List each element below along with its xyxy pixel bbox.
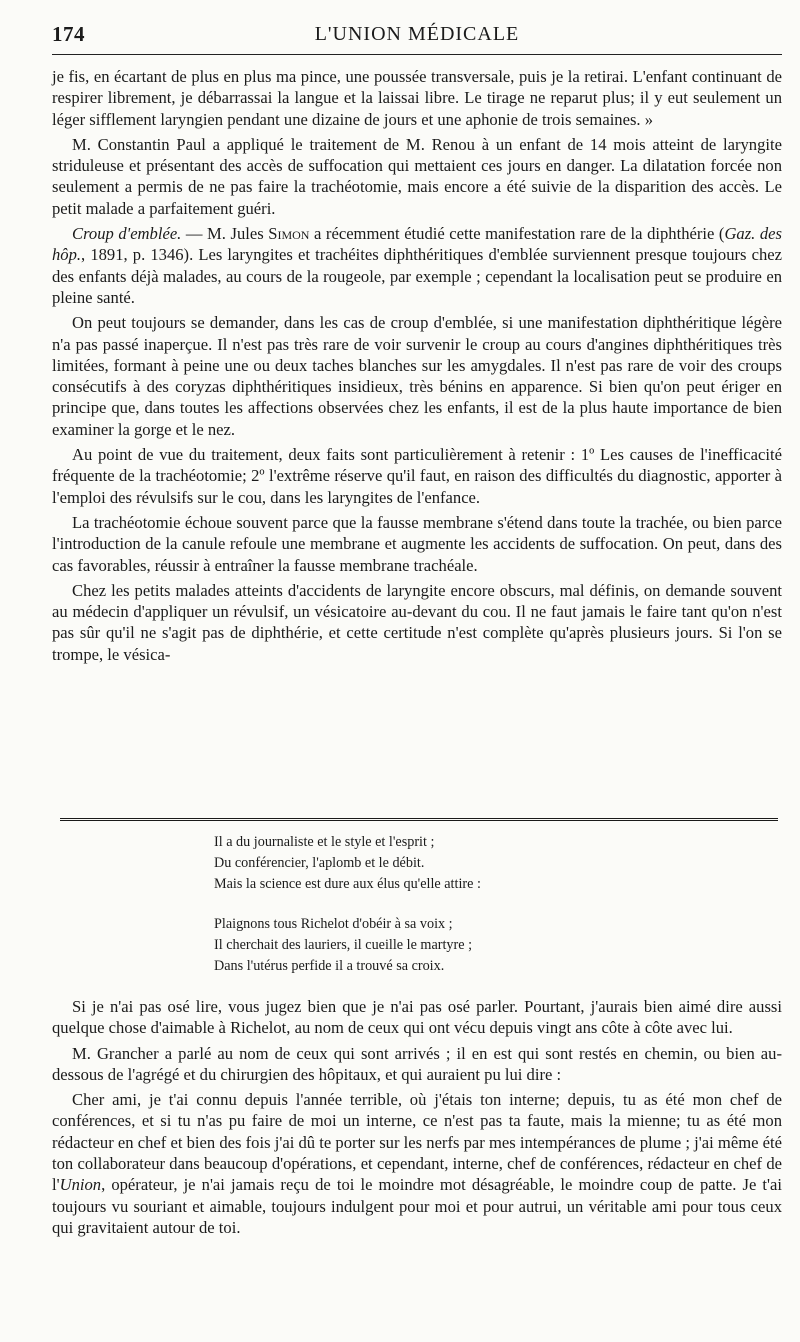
heading-dash: — M. Jules xyxy=(181,224,269,244)
poem-line: Dans l'utérus perfide il a trouvé sa croix. xyxy=(214,957,445,974)
text-fragment: Cher ami, je t'ai connu depuis l'année terrible, où j'étais ton interne; depuis, tu as été mon chef de conférences, et si tu n'as pu faire de moi un interne, ce n'est pas ta faute, mais la mienne; tu as été mon rédacteur en chef et bien des fois j'ai dû te porter sur les nerfs par mes intempérances de plume ; j'ai même été ton collaborateur dans beaucoup d'opérations, et cependant, interne, chef de conférences, rédacteur en chef de l' xyxy=(52,1090,782,1195)
feuilleton-body xyxy=(52,996,782,1242)
poem-line: Du conférencier, l'aplomb et le débit. xyxy=(214,854,425,871)
poem xyxy=(214,832,694,977)
paragraph-tracheotomy: La trachéotomie échoue souvent parce que la fausse membrane s'étend dans toute la trachée, ou bien parce l'introduction de la canule refoule une membrane et augmente les accidents de suffocation. On peut, dans des cas favorables, réussir à entraîner la fausse membrane trachéale. xyxy=(52,512,782,575)
feuilleton-rule xyxy=(60,818,778,823)
poem-line: Plaignons tous Richelot d'obéir à sa voix ; xyxy=(214,916,453,933)
paragraph-cher-ami xyxy=(52,1089,782,1238)
paragraph-treatment: Au point de vue du traitement, deux faits sont particulièrement à retenir : 1º Les causes de l'inefficacité fréquente de la trachéotomie; 2º l'extrême réserve qu'il faut, en raison des difficultés du diagnostic, apporter à l'emploi des révulsifs sur le cou, dans les laryngites de l'enfance. xyxy=(52,445,782,507)
poem-line: Il cherchait des lauriers, il cueille le martyre ; xyxy=(214,937,473,954)
author-name: Simon xyxy=(268,224,310,244)
paragraph-croup-emblee xyxy=(52,223,782,308)
text-fragment: , opérateur, je n'ai jamais reçu de toi le moindre mot désagréable, le moindre coup de patte. Je t'ai toujours vu souriant et aimable, toujours indulgent pour moi et pour autrui, un véritable ami pour tous ceux qui gravitaient autour de toi. xyxy=(52,1175,782,1237)
header-rule xyxy=(52,54,782,55)
poem-line: Il a du journaliste et le style et l'esprit ; xyxy=(214,834,435,850)
page-header xyxy=(52,22,782,52)
article-body xyxy=(52,66,782,669)
text-fragment: a récemment étudié cette manifestation rare de la diphthérie ( xyxy=(309,224,725,244)
stanza-gap xyxy=(214,894,694,914)
paragraph-constantin-paul: M. Constantin Paul a appliqué le traitement de M. Renou à un enfant de 14 mois atteint de laryngite striduleuse et présentant des accès de suffocation qui mettaient ces jours en danger. La dilatation forcée non seulement a permis de ne pas faire la trachéotomie, mais encore a été suivie de la disparition des accès. Le petit malade a parfaitement guéri. xyxy=(52,134,782,218)
paragraph-diagnosis: On peut toujours se demander, dans les cas de croup d'emblée, si une manifestation diphthéritique légère n'a pas passé inaperçue. Il n'est pas très rare de voir survenir le croup au cours d'angines diphthéritiques très limitées, formant à peine une ou deux taches blanches sur les amygdales. Il n'est pas rare de voir des croups consécutifs à des coryzas diphthéritiques insidieux, très bénins en apparence. Si bien qu'on peut ériger en principe que, dans toutes les affections observées chez les enfants, il est de la plus haute importance de bien examiner la gorge et le nez. xyxy=(52,313,782,439)
running-title: L'UNION MÉDICALE xyxy=(314,23,520,45)
journal-name: Union xyxy=(59,1175,102,1195)
paragraph-si-je: Si je n'ai pas osé lire, vous jugez bien que je n'ai pas osé parler. Pourtant, j'aurais bien aimé dire aussi quelque chose d'aimable à Richelot, au nom de ceux qui ont vécu depuis vingt ans côte à côte avec lui. xyxy=(52,997,782,1038)
journal-reference: Gaz. des hôp. xyxy=(52,224,782,265)
paragraph-grancher: M. Grancher a parlé au nom de ceux qui sont arrivés ; il en est qui sont restés en chemin, ou bien au-dessous de l'agrégé et du chirurgien des hôpitaux, et qui auraient pu lui dire : xyxy=(52,1043,782,1084)
page-number: 174 xyxy=(52,22,85,46)
paragraph-continuation: je fis, en écartant de plus en plus ma pince, une poussée transversale, puis je la retirai. L'enfant continuant de respirer librement, je débarrassai la langue et la laissai libre. Le tirage ne reparut plus; il y eut seulement un léger sifflement laryngien pendant une dizaine de jours et une aphonie de trois semaines. » xyxy=(52,67,782,129)
paragraph-revulsifs: Chez les petits malades atteints d'accidents de laryngite encore obscurs, mal définis, on demande souvent au médecin d'appliquer un révulsif, un vésicatoire au-devant du cou. Il ne faut jamais le faire tant qu'on n'est pas sûr qu'il ne s'agit pas de diphthérie, et cette certitude n'est complète qu'après plusieurs jours. Si l'on se trompe, le vésica- xyxy=(52,580,782,664)
section-heading: Croup d'emblée. xyxy=(72,224,182,244)
poem-line: Mais la science est dure aux élus qu'elle attire : xyxy=(214,875,481,892)
text-fragment: , 1891, p. 1346). Les laryngites et trachéites diphthéritiques d'emblée surviennent presque toujours chez des enfants déjà malades, au cours de la rougeole, par exemple ; cependant la localisation peut se produire en pleine santé. xyxy=(52,245,782,307)
